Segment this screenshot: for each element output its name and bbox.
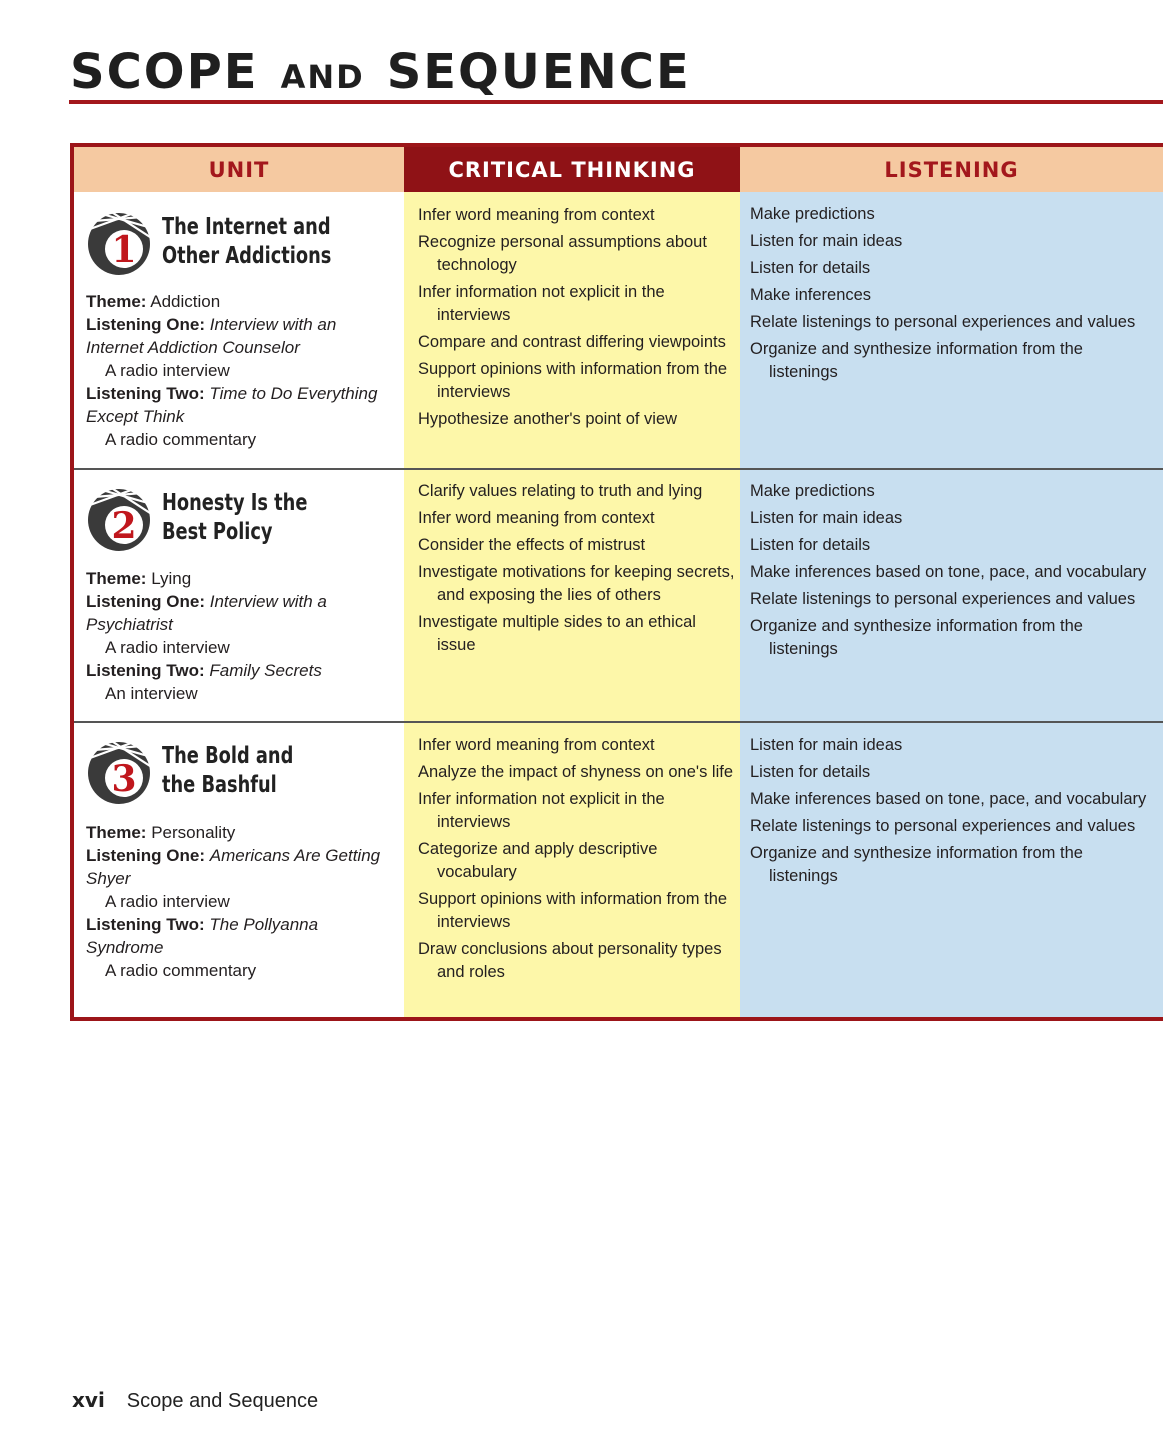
list-item: Infer word meaning from context bbox=[418, 206, 655, 224]
title-word-sequence: SEQUENCE bbox=[386, 44, 691, 100]
list-item: Make predictions bbox=[750, 482, 875, 500]
list-item: Infer information not explicit in the interviews bbox=[418, 283, 665, 324]
header-critical-thinking: CRITICAL THINKING bbox=[404, 147, 740, 192]
unit-heading bbox=[84, 736, 362, 806]
unit-details: Theme: Lying Listening One: Interview with a Psychiatrist A radio interview Listening Two: Family Secrets An interview bbox=[86, 569, 327, 703]
list-item: Organize and synthesize information from the listenings bbox=[750, 617, 1083, 658]
title-rule bbox=[69, 100, 1163, 104]
unit-title: The Internet and Other Addictions bbox=[162, 214, 332, 269]
list-item: Investigate motivations for keeping secrets, and exposing the lies of others bbox=[418, 563, 735, 604]
unit-number: 3 bbox=[111, 758, 137, 800]
header-unit: UNIT bbox=[74, 147, 404, 192]
list-item: Relate listenings to personal experiences and values bbox=[750, 590, 1136, 608]
list-item: Infer word meaning from context bbox=[418, 509, 655, 527]
list-item: Listen for main ideas bbox=[750, 509, 903, 527]
list-item: Clarify values relating to truth and lying bbox=[418, 482, 703, 500]
list-item: Hypothesize another's point of view bbox=[418, 410, 678, 428]
list-item: Relate listenings to personal experiences and values bbox=[750, 313, 1136, 331]
list-item: Make inferences bbox=[750, 286, 872, 304]
page-number: xvi bbox=[72, 1388, 105, 1412]
list-item: Compare and contrast differing viewpoints bbox=[418, 333, 726, 351]
scope-sequence-table bbox=[70, 143, 1163, 1021]
list-item: Draw conclusions about personality types and roles bbox=[418, 940, 722, 981]
list-item: Infer word meaning from context bbox=[418, 736, 655, 754]
list-item: Analyze the impact of shyness on one's life bbox=[418, 763, 733, 781]
listening-list bbox=[750, 203, 1155, 388]
title-word-and: AND bbox=[280, 58, 365, 96]
row-divider bbox=[74, 468, 1163, 470]
list-item: Make inferences based on tone, pace, and vocabulary bbox=[750, 790, 1147, 808]
critical-thinking-list bbox=[418, 480, 736, 661]
unit-number-badge-icon bbox=[84, 207, 154, 277]
unit-number: 1 bbox=[111, 229, 137, 271]
unit-title: Honesty Is the Best Policy bbox=[162, 490, 308, 545]
list-item: Organize and synthesize information from the listenings bbox=[750, 340, 1083, 381]
list-item: Listen for details bbox=[750, 536, 871, 554]
row-divider bbox=[74, 721, 1163, 723]
list-item: Consider the effects of mistrust bbox=[418, 536, 646, 554]
list-item: Support opinions with information from the interviews bbox=[418, 890, 728, 931]
list-item: Infer information not explicit in the interviews bbox=[418, 790, 665, 831]
critical-thinking-list bbox=[418, 734, 736, 988]
unit-heading bbox=[84, 207, 362, 277]
unit-number: 2 bbox=[111, 505, 137, 547]
unit-details: Theme: Personality Listening One: Americans Are Getting Shyer A radio interview Listening Two: The Pollyanna Syndrome A radio commentary bbox=[86, 823, 381, 980]
unit-details: Theme: Addiction Listening One: Interview with an Internet Addiction Counselor A radio interview Listening Two: Time to Do Everything Except Think A radio commentary bbox=[86, 292, 378, 449]
unit-number-badge-icon bbox=[84, 736, 154, 806]
list-item: Make predictions bbox=[750, 205, 875, 223]
page-title bbox=[70, 44, 691, 100]
list-item: Investigate multiple sides to an ethical issue bbox=[418, 613, 696, 654]
list-item: Listen for main ideas bbox=[750, 232, 903, 250]
list-item: Support opinions with information from the interviews bbox=[418, 360, 728, 401]
critical-thinking-list bbox=[418, 204, 736, 435]
header-listening: LISTENING bbox=[740, 147, 1163, 192]
list-item: Recognize personal assumptions about technology bbox=[418, 233, 707, 274]
list-item: Relate listenings to personal experiences and values bbox=[750, 817, 1136, 835]
list-item: Make inferences based on tone, pace, and vocabulary bbox=[750, 563, 1147, 581]
list-item: Organize and synthesize information from the listenings bbox=[750, 844, 1083, 885]
unit-heading bbox=[84, 483, 362, 553]
list-item: Listen for details bbox=[750, 259, 871, 277]
footer-section-title: Scope and Sequence bbox=[126, 1390, 319, 1412]
unit-number-badge-icon bbox=[84, 483, 154, 553]
list-item: Listen for details bbox=[750, 763, 871, 781]
listening-list bbox=[750, 480, 1155, 665]
list-item: Listen for main ideas bbox=[750, 736, 903, 754]
listening-list bbox=[750, 734, 1155, 892]
list-item: Categorize and apply descriptive vocabulary bbox=[418, 840, 658, 881]
unit-title: The Bold and the Bashful bbox=[162, 743, 294, 798]
title-word-scope: SCOPE bbox=[70, 44, 259, 100]
page-footer bbox=[72, 1388, 318, 1413]
